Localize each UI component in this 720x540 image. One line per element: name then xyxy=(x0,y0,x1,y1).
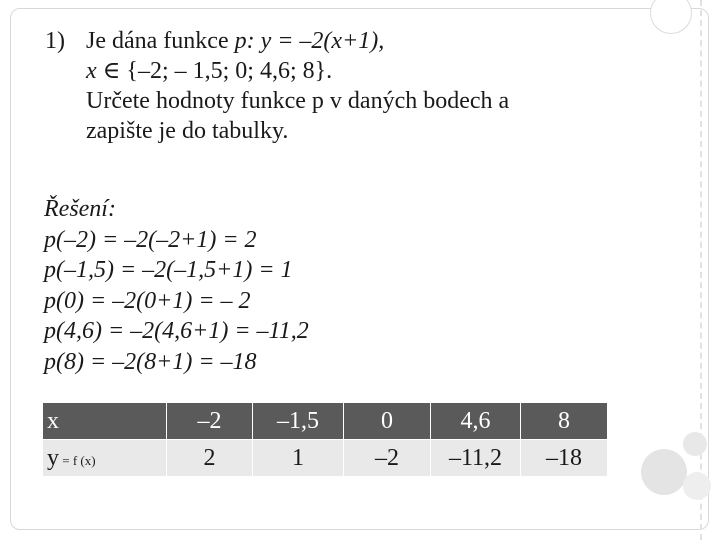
solution-line: p(–2) = –2(–2+1) = 2 xyxy=(44,226,257,253)
x-value: –2 xyxy=(167,403,253,440)
solution-line: p(4,6) = –2(4,6+1) = –11,2 xyxy=(44,318,309,344)
table-row-y xyxy=(43,440,608,477)
solution-line: p(–1,5) = –2(–1,5+1) = 1 xyxy=(44,257,293,283)
x-value: 0 xyxy=(344,403,431,440)
decorative-circle-small-2 xyxy=(683,472,711,500)
y-value: 2 xyxy=(167,440,253,477)
task-line-3: Určete hodnoty funkce p v daných bodech a xyxy=(86,88,510,114)
solution-line: p(0) = –2(0+1) = – 2 xyxy=(44,287,251,314)
task-number: 1) xyxy=(45,28,65,54)
y-value: –2 xyxy=(344,440,431,477)
x-label: x xyxy=(43,403,167,440)
decorative-circle-small xyxy=(683,432,707,456)
task-line-4: zapište je do tabulky. xyxy=(86,118,289,144)
y-label-small: = f (x) xyxy=(59,452,96,468)
task-line-1 xyxy=(86,26,646,56)
task-domain-variable: x xyxy=(86,58,97,84)
task-line-2 xyxy=(86,56,646,86)
x-value: 8 xyxy=(521,403,608,440)
solution-line: p(8) = –2(8+1) = –18 xyxy=(44,348,257,375)
decorative-dashed-line xyxy=(700,0,702,540)
table-row-x xyxy=(43,403,608,440)
values-table xyxy=(42,402,608,477)
solution-heading: Řešení: xyxy=(44,196,116,222)
task-domain-set: ∈ {–2; – 1,5; 0; 4,6; 8}. xyxy=(96,58,333,84)
solution-block xyxy=(44,194,309,377)
y-value: 1 xyxy=(253,440,344,477)
task-formula: p: y = –2(x+1), xyxy=(234,28,385,54)
y-label xyxy=(43,440,167,477)
x-value: 4,6 xyxy=(431,403,521,440)
y-value: –18 xyxy=(521,440,608,477)
decorative-edge xyxy=(684,0,720,540)
y-label-main: y xyxy=(47,444,59,471)
x-value: –1,5 xyxy=(253,403,344,440)
decorative-circle-bottom xyxy=(641,449,687,495)
task-line-1-text: Je dána funkce xyxy=(86,28,235,54)
y-value: –11,2 xyxy=(431,440,521,477)
